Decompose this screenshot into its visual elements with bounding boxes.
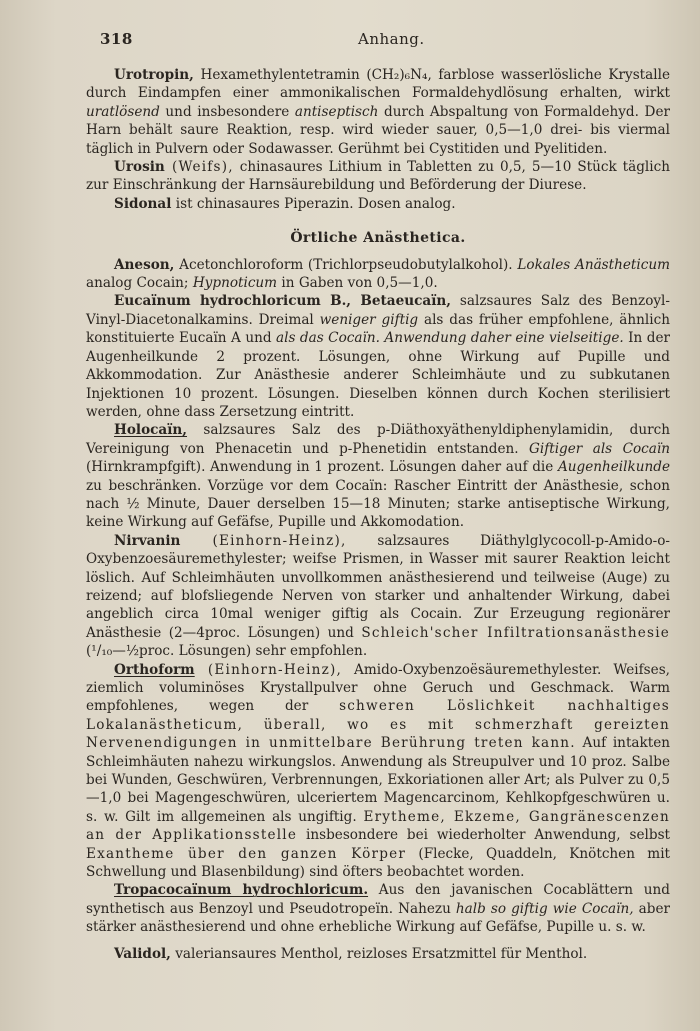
entry-aneson [86,256,670,293]
entry-text: Acetonchloroform (Trichlorpseudobutylalkohol). [174,256,518,273]
entry-urosin [86,158,670,195]
entry-text: (¹/₁₀—½proc. Lösungen) sehr empfohlen. [86,643,368,660]
entry-spaced-text: Exantheme über den ganzen Körper [86,845,407,862]
entry-text: Hexamethylentetramin (CH₂)₆N₄, farblose wasserlösliche Krystalle durch Eindampfen einer ammonikalischen Formaldehydlösung erhalten, wirkt [86,67,670,102]
entry-orthoform [86,661,670,882]
entry-spaced-text: schweren Löslichkeit nachhaltiges Lokalanästheticum, überall, wo es mit schmerzhaft gereizten Nervenendigungen in unmittelbare Berührung treten kann. [86,698,670,752]
entry-text: Amido-Oxybenzoësäuremethylester. Weifses, ziemlich voluminöses Krystallpulver ohne Geruch und Geschmack. Warm empfohlenes, wegen der [86,661,671,715]
entry-text: ist chinasaures Piperazin. Dosen analog. [171,195,456,212]
entry-spaced-text: Erytheme, Ekzeme, Gangränescenzen an der Applikationsstelle [86,808,670,844]
entry-urotropin [86,66,670,158]
entry-emphasis: Augenheilkunde [557,459,670,476]
entry-text: als das früher empfohlene, ähnlich konstituierte Eucaïn A und [86,311,670,347]
entry-name: Urosin [114,159,165,176]
entry-text: (Flecke, Quaddeln, Knötchen mit Schwellung und Blasenbildung) sind öfters beobachtet worden. [86,845,671,881]
section-title: Örtliche Anästhetica. [290,230,466,247]
entry-name: Holocaïn, [114,422,188,439]
entry-text: aber stärker anästhesierend und ohne erhebliche Wirkung auf Gefäfse, Pupille u. s. w. [86,900,671,936]
entry-text: analog Cocain; [86,275,193,292]
entry-emphasis: weniger giftig [319,311,419,328]
entry-author: (Einhorn-Heinz), [180,532,347,549]
entry-emphasis: Lokales Anästheticum [517,256,670,273]
entry-emphasis: antiseptisch [294,103,379,120]
entry-holocain [86,421,670,531]
entry-validol [86,945,670,963]
page-header [100,30,680,54]
body-text [86,66,670,963]
entry-text: valeriansaures Menthol, reizloses Ersatzmittel für Menthol. [170,945,588,962]
entry-text: und insbesondere [159,103,295,120]
entry-name: Nirvanin [114,532,181,549]
entry-emphasis: als das Cocaïn. Anwendung daher eine vielseitige. [276,330,624,347]
entry-text: In der Augenheilkunde 2 prozent. Lösungen, ohne Wirkung auf Pupille und Akkommodation. Zur Anästhesie anderer Schleimhäute und zu subkutanen Injektionen 10 prozent. Lösungen. Dieselben können durch Kochen sterilisiert werden, ohne dass Zersetzung eintritt. [86,330,671,420]
entry-author: (Einhorn-Heinz), [194,661,343,678]
entry-emphasis: uratlösend [86,103,160,120]
entry-nirvanin [86,532,670,661]
entry-text: salzsaures Diäthylglycocoll-p-Amido-o-Oxybenzoesäuremethylester; weifse Prismen, in Wasser mit saurer Reaktion leicht löslich. Auf Schleimhäuten unvollkommen anästhesierend und teilweise (Auge) zu reizend; auf blofsliegende Nerven von starker und anhaltender Wirkung, dabei angeblich circa 10mal weniger giftig als Cocain. Zur Erzeugung regionärer Anästhesie (2—4proc. Lösungen) und [86,532,671,641]
entry-name: Sidonal [114,195,172,212]
entry-author: (Weifs), [164,159,234,176]
entry-text: salzsaures Salz des Benzoyl-Vinyl-Diacetonalkamins. Dreimal [86,293,670,328]
entry-text: zu beschränken. Vorzüge vor dem Cocaïn: Rascher Eintritt der Anästhesie, schon nach ½ Minute, Dauer derselben 15—18 Minuten; starke antiseptische Wirkung, keine Wirkung auf Gefäfse, Pupille und Akkomodation. [86,477,670,531]
entry-name: Tropacocaïnum hydrochloricum. [114,882,369,899]
entry-text: salzsaures Salz des p-Diäthoxyäthenyldiphenylamidin, durch Vereinigung von Phenacetin und p-Phenetidin entstanden. [86,422,670,457]
entry-emphasis: Giftiger als Cocaïn [529,440,670,457]
entry-spaced-text: Schleich'scher Infiltrationsanästhesie [361,624,670,641]
entry-emphasis: Hypnoticum [192,275,278,292]
entry-name: Eucaïnum hydrochloricum B., Betaeucaïn, [114,293,451,310]
entry-sidonal [86,195,670,213]
entry-text: Auf intakten Schleimhäuten nahezu wirkungslos. Anwendung als Streupulver und 10 proz. Salbe bei Wunden, Geschwüren, Verbrennungen, Exkoriationen aller Art; als Pulver zu 0,5—1,0 bei Magengeschwüren, ulceriertem Magencarcinom, Kehlkopfgeschwüren u. s. w. Gilt im allgemeinen als ungiftig. [86,735,671,825]
entry-text: durch Abspaltung von Formaldehyd. Der Harn behält saure Reaktion, resp. wird wieder sauer, 0,5—1,0 drei- bis viermal täglich in Pulvern oder Sodawasser. Gerühmt bei Cystitiden und Pyelitiden. [86,103,670,157]
entry-eucain [86,292,670,421]
running-head: Anhang. [358,30,425,48]
page-number: 318 [100,30,133,48]
entry-text: Aus den javanischen Cocablättern und synthetisch aus Benzoyl und Pseudotropeïn. Nahezu [86,882,670,917]
entry-text: insbesondere bei wiederholter Anwendung, selbst [297,827,671,844]
entry-tropacocain [86,881,670,936]
entry-name: Urotropin, [114,67,194,83]
entry-name: Validol, [114,945,171,962]
entry-name: Aneson, [114,256,175,273]
entry-name: Orthoform [114,661,195,678]
spacer [86,937,670,945]
entry-emphasis: halb so giftig wie Cocaïn, [455,900,634,917]
entry-text: chinasaures Lithium in Tabletten zu 0,5, 5—10 Stück täglich zur Einschränkung der Harnsäurebildung und Beförderung der Diurese. [86,159,670,194]
entry-text: (Hirnkrampfgift). Anwendung in 1 prozent. Lösungen daher auf die [86,459,558,476]
entry-text: in Gaben von 0,5—1,0. [277,275,438,292]
